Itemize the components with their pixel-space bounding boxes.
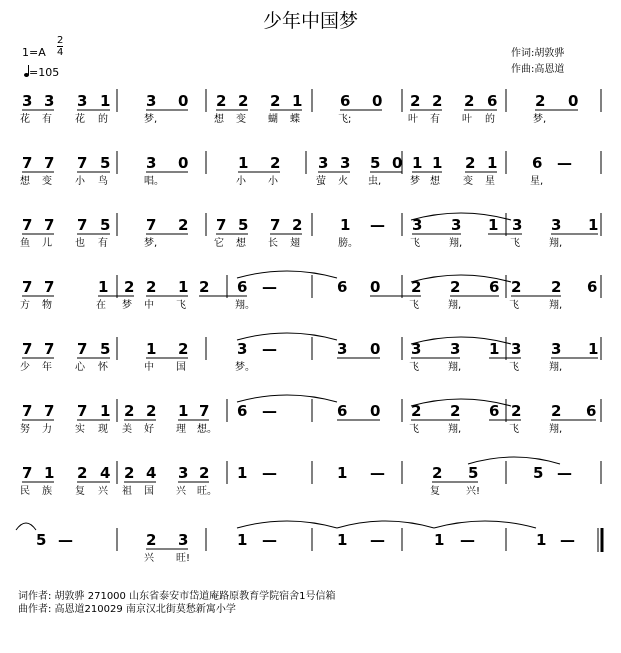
note: 6 bbox=[587, 278, 598, 296]
lyric: 怀 bbox=[98, 362, 108, 373]
note: 3 bbox=[178, 464, 189, 482]
note: 2 bbox=[464, 92, 475, 110]
note: 2 bbox=[511, 278, 522, 296]
note: 2 bbox=[551, 402, 562, 420]
lyric: 梦, bbox=[144, 238, 158, 249]
note: 2 bbox=[178, 216, 189, 234]
note: 1 bbox=[487, 154, 498, 172]
lyric: 翔, bbox=[549, 238, 563, 249]
note: 5 bbox=[370, 154, 381, 172]
note: 0 bbox=[370, 278, 381, 296]
note: 0 bbox=[370, 402, 381, 420]
lyric: 想 bbox=[236, 238, 246, 249]
note: 5 bbox=[468, 464, 479, 482]
note: 2 bbox=[465, 154, 476, 172]
lyric: 飞 bbox=[176, 300, 186, 311]
note: 2 bbox=[450, 278, 461, 296]
lyric: 星 bbox=[485, 176, 495, 187]
time-top: 2 bbox=[57, 35, 64, 46]
note: 3 bbox=[551, 216, 562, 234]
note: 3 bbox=[44, 92, 55, 110]
lyric: 变 bbox=[236, 114, 246, 125]
note: — bbox=[557, 464, 572, 482]
note: 2 bbox=[551, 278, 562, 296]
lyric: 小 bbox=[268, 176, 278, 187]
note: 1 bbox=[98, 278, 109, 296]
lyric: 飞 bbox=[509, 300, 519, 311]
note: 7 bbox=[22, 464, 33, 482]
lyric: 翔, bbox=[549, 424, 563, 435]
note: 3 bbox=[77, 92, 88, 110]
note: 2 bbox=[146, 531, 157, 549]
lyric: 少 bbox=[20, 362, 30, 373]
lyric: 飞 bbox=[409, 362, 419, 373]
note: 3 bbox=[551, 340, 562, 358]
lyric: 花 bbox=[20, 114, 30, 125]
note: 2 bbox=[535, 92, 546, 110]
lyric: 兴 bbox=[144, 553, 154, 564]
note: — bbox=[370, 464, 385, 482]
note: 6 bbox=[237, 278, 248, 296]
lyric: 想 bbox=[430, 176, 440, 187]
lyric: 年 bbox=[42, 362, 52, 373]
lyric: 翔, bbox=[448, 424, 462, 435]
lyric: 心 bbox=[75, 362, 85, 373]
note: 7 bbox=[22, 402, 33, 420]
note: 2 bbox=[146, 278, 157, 296]
lyric: 飞; bbox=[338, 114, 352, 125]
note: 1 bbox=[337, 531, 348, 549]
lyric: 的 bbox=[98, 114, 108, 125]
note: 1 bbox=[536, 531, 547, 549]
note: 1 bbox=[100, 402, 111, 420]
lyric: 兴 bbox=[98, 486, 108, 497]
lyric: 长 bbox=[268, 238, 278, 249]
note: 2 bbox=[450, 402, 461, 420]
note: 7 bbox=[77, 340, 88, 358]
lyric: 力 bbox=[42, 424, 52, 435]
lyric: 叶 bbox=[462, 114, 472, 125]
note: 7 bbox=[199, 402, 210, 420]
note: 2 bbox=[411, 402, 422, 420]
note: 1 bbox=[237, 531, 248, 549]
note: 5 bbox=[100, 216, 111, 234]
note: 1 bbox=[489, 340, 500, 358]
note: 6 bbox=[532, 154, 543, 172]
note: 3 bbox=[318, 154, 329, 172]
key-signature: 1=A bbox=[22, 46, 46, 59]
note: 2 bbox=[124, 402, 135, 420]
lyric: 蝶 bbox=[290, 114, 300, 125]
note: 3 bbox=[146, 154, 157, 172]
lyric: 现 bbox=[98, 424, 108, 435]
note: — bbox=[460, 531, 475, 549]
note: 1 bbox=[337, 464, 348, 482]
note: 1 bbox=[432, 154, 443, 172]
slur bbox=[434, 521, 536, 528]
note: 7 bbox=[44, 154, 55, 172]
lyric: 儿 bbox=[42, 238, 52, 249]
lyric: 梦 bbox=[122, 300, 132, 311]
note: 2 bbox=[199, 464, 210, 482]
note: — bbox=[262, 402, 277, 420]
note: 5 bbox=[533, 464, 544, 482]
lyric: 祖 bbox=[122, 486, 132, 497]
note: 7 bbox=[146, 216, 157, 234]
note: 6 bbox=[489, 278, 500, 296]
note: 5 bbox=[100, 340, 111, 358]
lyric: 理 bbox=[176, 424, 186, 435]
note: 2 bbox=[270, 92, 281, 110]
lyricist-credit: 作词:胡敦骅 bbox=[511, 48, 565, 59]
slur bbox=[337, 521, 434, 528]
composer-credit: 作曲:高恩道 bbox=[511, 64, 565, 75]
lyric: 翔。 bbox=[235, 300, 255, 311]
lyric: 飞 bbox=[409, 300, 419, 311]
lyric: 想。 bbox=[197, 424, 217, 435]
note: 2 bbox=[411, 278, 422, 296]
lyric: 方 bbox=[20, 300, 30, 311]
note: 6 bbox=[337, 278, 348, 296]
note: — bbox=[262, 464, 277, 482]
lyric: 鱼 bbox=[20, 238, 30, 249]
lyric: 好 bbox=[144, 424, 154, 435]
note: 0 bbox=[178, 154, 189, 172]
lyric: 国 bbox=[144, 486, 154, 497]
note: 6 bbox=[237, 402, 248, 420]
lyric: 变 bbox=[42, 176, 52, 187]
note: 1 bbox=[588, 216, 599, 234]
tempo-value: =105 bbox=[29, 66, 60, 79]
note: 1 bbox=[178, 278, 189, 296]
note: 1 bbox=[238, 154, 249, 172]
note: 7 bbox=[77, 154, 88, 172]
note: 2 bbox=[432, 92, 443, 110]
note: 3 bbox=[178, 531, 189, 549]
lyric: 虫, bbox=[368, 176, 382, 187]
note: 0 bbox=[372, 92, 383, 110]
note: 0 bbox=[178, 92, 189, 110]
note: 7 bbox=[44, 340, 55, 358]
note: 0 bbox=[392, 154, 403, 172]
note: — bbox=[58, 531, 73, 549]
footer-composer: 曲作者: 高恩道210029 南京汉北街莫愁新寓小学 bbox=[18, 604, 236, 615]
lyric: 小 bbox=[236, 176, 246, 187]
lyric: 族 bbox=[42, 486, 52, 497]
note: 1 bbox=[146, 340, 157, 358]
note: 7 bbox=[77, 402, 88, 420]
lyric: 的 bbox=[485, 114, 495, 125]
lyric: 美 bbox=[122, 424, 132, 435]
lyric: 星, bbox=[530, 176, 544, 187]
note: 2 bbox=[124, 278, 135, 296]
lyric: 在 bbox=[96, 300, 106, 311]
lyric: 物 bbox=[42, 300, 52, 311]
lyric: 旺! bbox=[176, 553, 191, 564]
lyric: 火 bbox=[338, 176, 348, 187]
note: 7 bbox=[44, 402, 55, 420]
note: 1 bbox=[340, 216, 351, 234]
lyric: 努 bbox=[20, 424, 30, 435]
note: 2 bbox=[238, 92, 249, 110]
note: 7 bbox=[22, 216, 33, 234]
note: 3 bbox=[411, 340, 422, 358]
note: 2 bbox=[292, 216, 303, 234]
note: — bbox=[370, 216, 385, 234]
note: 1 bbox=[292, 92, 303, 110]
lyric: 梦。 bbox=[235, 362, 255, 373]
lyric: 它 bbox=[214, 238, 224, 249]
lyric: 复 bbox=[75, 486, 85, 497]
note: 6 bbox=[489, 402, 500, 420]
note: 6 bbox=[586, 402, 597, 420]
note: 6 bbox=[487, 92, 498, 110]
lyric: 旺。 bbox=[197, 486, 217, 497]
note: — bbox=[560, 531, 575, 549]
lyric: 飞 bbox=[410, 238, 420, 249]
note: 6 bbox=[337, 402, 348, 420]
lyric: 鸟 bbox=[98, 176, 108, 187]
note: — bbox=[262, 340, 277, 358]
lyric: 复 bbox=[430, 486, 440, 497]
note: — bbox=[262, 278, 277, 296]
slur bbox=[237, 521, 337, 528]
note: 1 bbox=[412, 154, 423, 172]
note: 1 bbox=[588, 340, 599, 358]
lyric: 梦, bbox=[533, 114, 547, 125]
note: 4 bbox=[146, 464, 157, 482]
note: 7 bbox=[270, 216, 281, 234]
note: 3 bbox=[340, 154, 351, 172]
lyric: 也 bbox=[75, 238, 85, 249]
note: 7 bbox=[44, 278, 55, 296]
note: 2 bbox=[270, 154, 281, 172]
lyric: 中 bbox=[144, 362, 154, 373]
note: — bbox=[262, 531, 277, 549]
note: 2 bbox=[410, 92, 421, 110]
note: 3 bbox=[450, 340, 461, 358]
note: 3 bbox=[237, 340, 248, 358]
lyric: 有 bbox=[430, 114, 440, 125]
note: 2 bbox=[77, 464, 88, 482]
note: 2 bbox=[124, 464, 135, 482]
lyric: 唱。 bbox=[144, 176, 164, 187]
note: 1 bbox=[488, 216, 499, 234]
lyric: 飞 bbox=[510, 238, 520, 249]
note: 7 bbox=[44, 216, 55, 234]
note: 3 bbox=[511, 340, 522, 358]
note: 7 bbox=[216, 216, 227, 234]
note: 3 bbox=[412, 216, 423, 234]
lyric: 国 bbox=[176, 362, 186, 373]
lyric: 花 bbox=[75, 114, 85, 125]
lyric: 翔, bbox=[448, 300, 462, 311]
note: — bbox=[557, 154, 572, 172]
note: 7 bbox=[22, 278, 33, 296]
note: 1 bbox=[100, 92, 111, 110]
note: 3 bbox=[146, 92, 157, 110]
note: 3 bbox=[22, 92, 33, 110]
slur bbox=[237, 333, 337, 340]
lyric: 飞 bbox=[509, 362, 519, 373]
lyric: 梦 bbox=[410, 176, 420, 187]
note: 2 bbox=[511, 402, 522, 420]
lyric: 飞 bbox=[509, 424, 519, 435]
song-title: 少年中国梦 bbox=[262, 10, 358, 32]
note: 0 bbox=[568, 92, 579, 110]
note: 1 bbox=[434, 531, 445, 549]
lyric: 实 bbox=[75, 424, 85, 435]
time-bottom: 4 bbox=[57, 47, 64, 58]
note: 3 bbox=[451, 216, 462, 234]
lyric: 有 bbox=[98, 238, 108, 249]
note: 3 bbox=[337, 340, 348, 358]
lyric: 翅 bbox=[290, 238, 300, 249]
note: 5 bbox=[100, 154, 111, 172]
lyric: 蝴 bbox=[268, 114, 278, 125]
note: 2 bbox=[146, 402, 157, 420]
lyric: 变 bbox=[463, 176, 473, 187]
note: 7 bbox=[77, 216, 88, 234]
note: 0 bbox=[370, 340, 381, 358]
lyric: 兴! bbox=[466, 486, 481, 497]
lyric: 民 bbox=[20, 486, 30, 497]
note: 2 bbox=[216, 92, 227, 110]
lyric: 小 bbox=[75, 176, 85, 187]
lyric: 想 bbox=[214, 114, 224, 125]
note: 2 bbox=[432, 464, 443, 482]
note: 2 bbox=[199, 278, 210, 296]
lyric: 膀。 bbox=[338, 238, 358, 249]
lyric: 飞 bbox=[409, 424, 419, 435]
note: 6 bbox=[340, 92, 351, 110]
slur bbox=[237, 395, 337, 402]
lyric: 梦, bbox=[144, 114, 158, 125]
lyric: 翔, bbox=[449, 238, 463, 249]
lyric: 想 bbox=[20, 176, 30, 187]
note: 5 bbox=[238, 216, 249, 234]
note: 2 bbox=[178, 340, 189, 358]
note: 1 bbox=[237, 464, 248, 482]
note: 1 bbox=[44, 464, 55, 482]
lyric: 翔, bbox=[448, 362, 462, 373]
slur bbox=[237, 271, 337, 278]
note: 5 bbox=[36, 531, 47, 549]
lyric: 萤 bbox=[316, 176, 326, 187]
note: 1 bbox=[178, 402, 189, 420]
slur bbox=[468, 457, 560, 464]
lyric: 翔, bbox=[549, 362, 563, 373]
lyric: 兴 bbox=[176, 486, 186, 497]
slur bbox=[16, 523, 36, 530]
note: 3 bbox=[512, 216, 523, 234]
footer-lyricist: 词作者: 胡敦骅 271000 山东省泰安市岱道庵路原教育学院宿舍1号信箱 bbox=[18, 591, 336, 602]
note: 7 bbox=[22, 340, 33, 358]
lyric: 叶 bbox=[408, 114, 418, 125]
note: — bbox=[370, 531, 385, 549]
lyric: 中 bbox=[144, 300, 154, 311]
lyric: 翔, bbox=[549, 300, 563, 311]
note: 4 bbox=[100, 464, 111, 482]
lyric: 有 bbox=[42, 114, 52, 125]
note: 7 bbox=[22, 154, 33, 172]
